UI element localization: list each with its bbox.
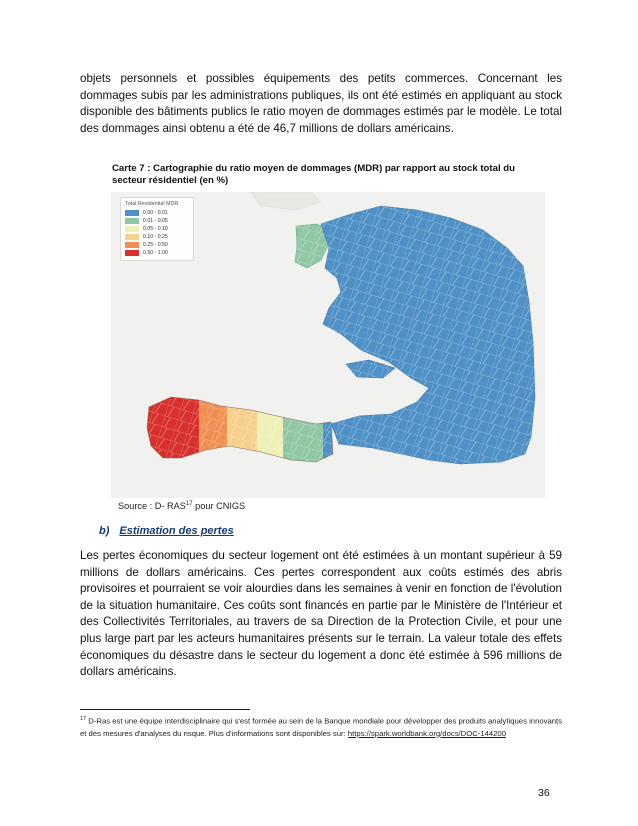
footnote [80,713,562,740]
legend-swatch [125,250,139,256]
damage-ratio-map [111,192,545,498]
footnote-number: 17 [80,716,87,722]
legend-swatch [125,234,139,240]
footnote-text: D-Ras est une équipe interdisciplinaire qui s'est formée au sein de la Banque mondiale pour développer des produits analytiques innovants et des mesures d'analyses du risque. Plus d'informations sont disponibles sur: [80,716,562,738]
section-letter: b) [99,525,110,537]
legend-row [125,217,189,225]
footnote-link[interactable]: https://spark.worldbank.org/docs/DOC-144200 [347,728,506,738]
map-legend [120,197,194,261]
legend-row [125,209,189,217]
body-paragraph-2: Les pertes économiques du secteur logement ont été estimées à un montant supérieur à 59 millions de dollars américains. Ces pertes correspondent aux coûts estimés des abris provisoires et pourraient se voir alourdies dans les semaines à venir en fonction de l'évolution de la situation humanitaire. Ces coûts sont financés en partie par le Ministère de l'Intérieur et des Collectivités Territoriales, au travers de sa Direction de la Protection Civile, et pour une plus large part par les acteurs humanitaires présents sur le terrain. La valeur totale des effets économiques du désastre dans le secteur du logement a donc été estimée à 596 millions de dollars américains. [80,549,562,679]
legend-swatch [125,226,139,232]
section-title: Estimation des pertes [119,525,234,537]
legend-row [125,241,189,249]
page-number: 36 [538,787,550,799]
legend-swatch [125,210,139,216]
source-suffix: pour CNIGS [192,501,246,512]
legend-row [125,249,189,257]
map-caption: Carte 7 : Cartographie du ratio moyen de dommages (MDR) par rapport au stock total du secteur résidentiel (en %) [112,163,515,187]
legend-title: Total Residential MDR [125,201,179,207]
source-prefix: Source : D- RAS [118,501,186,512]
footnote-separator [80,709,250,710]
legend-label: 0.10 - 0.25 [143,234,168,240]
legend-label: 0.50 - 1.00 [143,250,168,256]
legend-label: 0.05 - 0.10 [143,226,168,232]
source-footnote-ref: 17 [185,501,193,507]
legend-label: 0.00 - 0.01 [143,210,168,216]
legend-label: 0.01 - 0.05 [143,218,168,224]
legend-row [125,233,189,241]
legend-label: 0.25 - 0.50 [143,242,168,248]
body-paragraph-1: objets personnels et possibles équipements des petits commerces. Concernant les dommages subis par les administrations publiques, ils ont été estimés en appliquant au stock disponible des bâtiments publics le ratio moyen de dommages estimés par le modèle. Le total des dommages ainsi obtenu a été de 46,7 millions de dollars américains. [80,72,562,135]
legend-swatch [125,242,139,248]
map-source [118,501,245,511]
section-heading [99,525,234,537]
legend-swatch [125,218,139,224]
legend-row [125,225,189,233]
